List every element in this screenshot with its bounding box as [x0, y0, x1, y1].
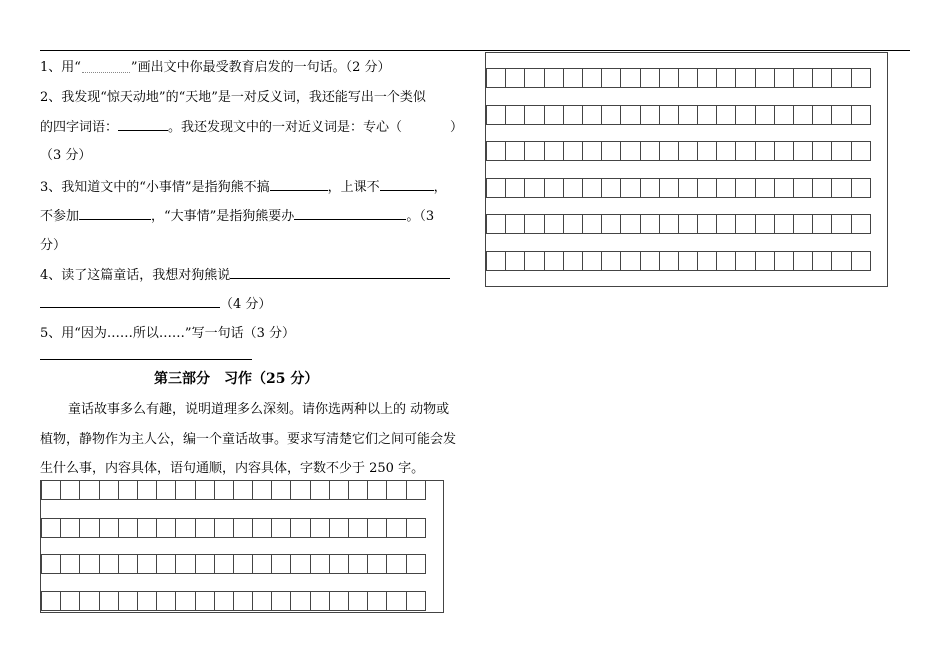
grid-row: [486, 105, 870, 125]
grid-cell[interactable]: [831, 105, 851, 125]
grid-cell[interactable]: [137, 554, 157, 574]
grid-cell[interactable]: [563, 178, 583, 198]
grid-cell[interactable]: [678, 178, 698, 198]
grid-cell[interactable]: [271, 518, 291, 538]
grid-cell[interactable]: [233, 591, 253, 611]
wavy-underline-sample: [82, 62, 130, 73]
grid-cell[interactable]: [486, 105, 506, 125]
grid-cell[interactable]: [812, 251, 832, 271]
grid-cell[interactable]: [290, 518, 310, 538]
grid-cell[interactable]: [640, 214, 660, 234]
grid-cell[interactable]: [41, 518, 61, 538]
grid-cell[interactable]: [659, 141, 679, 161]
grid-cell[interactable]: [195, 480, 215, 500]
grid-cell[interactable]: [156, 518, 176, 538]
grid-cell[interactable]: [329, 480, 349, 500]
grid-row: [486, 68, 870, 88]
grid-cell[interactable]: [640, 68, 660, 88]
grid-cell[interactable]: [79, 480, 99, 500]
grid-cell[interactable]: [290, 554, 310, 574]
grid-cell[interactable]: [793, 178, 813, 198]
grid-cell[interactable]: [60, 480, 80, 500]
grid-cell[interactable]: [563, 214, 583, 234]
grid-cell[interactable]: [214, 518, 234, 538]
grid-cell[interactable]: [156, 591, 176, 611]
grid-cell[interactable]: [755, 68, 775, 88]
grid-cell[interactable]: [406, 518, 426, 538]
grid-cell[interactable]: [640, 141, 660, 161]
grid-cell[interactable]: [697, 251, 717, 271]
grid-cell[interactable]: [582, 251, 602, 271]
grid-cell[interactable]: [99, 554, 119, 574]
grid-cell[interactable]: [118, 554, 138, 574]
grid-row: [41, 591, 425, 611]
grid-cell[interactable]: [735, 141, 755, 161]
grid-row: [41, 480, 425, 500]
grid-cell[interactable]: [505, 68, 525, 88]
grid-cell[interactable]: [544, 105, 564, 125]
grid-cell[interactable]: [620, 105, 640, 125]
grid-cell[interactable]: [310, 591, 330, 611]
grid-cell[interactable]: [348, 591, 368, 611]
grid-cell[interactable]: [544, 178, 564, 198]
grid-cell[interactable]: [582, 141, 602, 161]
grid-cell[interactable]: [99, 480, 119, 500]
grid-cell[interactable]: [851, 251, 871, 271]
grid-cell[interactable]: [271, 554, 291, 574]
question-3-line-3: 分）: [40, 238, 67, 253]
grid-cell[interactable]: [582, 178, 602, 198]
grid-cell[interactable]: [716, 68, 736, 88]
grid-cell[interactable]: [524, 105, 544, 125]
grid-cell[interactable]: [678, 251, 698, 271]
grid-cell[interactable]: [601, 178, 621, 198]
grid-row: [486, 251, 870, 271]
grid-cell[interactable]: [812, 141, 832, 161]
grid-cell[interactable]: [271, 480, 291, 500]
grid-cell[interactable]: [716, 141, 736, 161]
grid-cell[interactable]: [175, 554, 195, 574]
q3-text-a: 3、我知道文中的“小事情”是指狗熊不搞: [40, 180, 270, 195]
grid-cell[interactable]: [505, 105, 525, 125]
grid-cell[interactable]: [118, 591, 138, 611]
grid-cell[interactable]: [851, 68, 871, 88]
grid-cell[interactable]: [348, 518, 368, 538]
grid-cell[interactable]: [99, 591, 119, 611]
grid-cell[interactable]: [486, 141, 506, 161]
grid-cell[interactable]: [386, 554, 406, 574]
grid-cell[interactable]: [406, 554, 426, 574]
grid-cell[interactable]: [755, 141, 775, 161]
grid-cell[interactable]: [348, 554, 368, 574]
grid-cell[interactable]: [524, 251, 544, 271]
question-3-line-1: [40, 177, 447, 198]
grid-cell[interactable]: [348, 480, 368, 500]
grid-cell[interactable]: [79, 554, 99, 574]
grid-cell[interactable]: [793, 68, 813, 88]
grid-cell[interactable]: [793, 141, 813, 161]
grid-cell[interactable]: [524, 178, 544, 198]
grid-cell[interactable]: [678, 105, 698, 125]
grid-cell[interactable]: [175, 591, 195, 611]
grid-cell[interactable]: [812, 214, 832, 234]
grid-cell[interactable]: [214, 591, 234, 611]
q3-text-e: ，“大事情”是指狗熊要办: [151, 209, 295, 224]
grid-cell[interactable]: [582, 214, 602, 234]
grid-cell[interactable]: [505, 178, 525, 198]
grid-cell[interactable]: [505, 214, 525, 234]
grid-cell[interactable]: [175, 518, 195, 538]
grid-cell[interactable]: [678, 141, 698, 161]
grid-cell[interactable]: [678, 214, 698, 234]
grid-cell[interactable]: [659, 251, 679, 271]
grid-cell[interactable]: [60, 554, 80, 574]
grid-cell[interactable]: [486, 214, 506, 234]
grid-cell[interactable]: [601, 141, 621, 161]
grid-row: [41, 518, 425, 538]
grid-cell[interactable]: [697, 141, 717, 161]
grid-cell[interactable]: [563, 251, 583, 271]
q2-text-a: 的四字词语：: [40, 120, 119, 135]
grid-cell[interactable]: [60, 518, 80, 538]
grid-cell[interactable]: [563, 105, 583, 125]
grid-cell[interactable]: [233, 480, 253, 500]
grid-cell[interactable]: [582, 68, 602, 88]
grid-cell[interactable]: [563, 68, 583, 88]
grid-cell[interactable]: [406, 480, 426, 500]
q3-text-c: ，: [433, 180, 447, 195]
question-5-line-1: 5、用“因为……所以……”写一句话（3 分）: [40, 326, 295, 341]
q1-text-a: 1、用“: [40, 60, 81, 75]
grid-cell[interactable]: [697, 105, 717, 125]
top-rule: [40, 50, 910, 51]
grid-cell[interactable]: [367, 591, 387, 611]
grid-cell[interactable]: [367, 518, 387, 538]
grid-cell[interactable]: [851, 105, 871, 125]
grid-cell[interactable]: [774, 251, 794, 271]
grid-cell[interactable]: [716, 214, 736, 234]
grid-cell[interactable]: [195, 591, 215, 611]
grid-cell[interactable]: [640, 178, 660, 198]
grid-cell[interactable]: [329, 518, 349, 538]
answer-blank[interactable]: [294, 206, 406, 220]
grid-cell[interactable]: [79, 518, 99, 538]
grid-cell[interactable]: [406, 591, 426, 611]
grid-row: [486, 214, 870, 234]
grid-cell[interactable]: [659, 178, 679, 198]
grid-cell[interactable]: [659, 214, 679, 234]
grid-cell[interactable]: [505, 251, 525, 271]
grid-cell[interactable]: [774, 105, 794, 125]
grid-cell[interactable]: [812, 105, 832, 125]
section-3-para-line-2: 植物，静物作为主人公，编一个童话故事。要求写清楚它们之间可能会发: [40, 432, 457, 447]
grid-cell[interactable]: [544, 141, 564, 161]
grid-cell[interactable]: [640, 105, 660, 125]
grid-cell[interactable]: [697, 214, 717, 234]
grid-cell[interactable]: [831, 141, 851, 161]
grid-row: [486, 141, 870, 161]
q4-text-a: 4、读了这篇童话，我想对狗熊说: [40, 268, 231, 283]
grid-cell[interactable]: [99, 518, 119, 538]
grid-cell[interactable]: [755, 251, 775, 271]
grid-cell[interactable]: [831, 68, 851, 88]
grid-cell[interactable]: [329, 554, 349, 574]
grid-cell[interactable]: [601, 214, 621, 234]
grid-cell[interactable]: [774, 68, 794, 88]
question-2-line-2: [40, 117, 463, 138]
grid-cell[interactable]: [486, 178, 506, 198]
answer-line[interactable]: [40, 359, 252, 360]
question-4-line-2: [40, 294, 271, 315]
grid-cell[interactable]: [755, 214, 775, 234]
grid-cell[interactable]: [137, 518, 157, 538]
grid-cell[interactable]: [271, 591, 291, 611]
grid-cell[interactable]: [386, 518, 406, 538]
q3-text-d: 不参加: [40, 209, 80, 224]
grid-cell[interactable]: [233, 554, 253, 574]
grid-row: [486, 178, 870, 198]
grid-cell[interactable]: [620, 214, 640, 234]
grid-cell[interactable]: [774, 178, 794, 198]
grid-cell[interactable]: [831, 214, 851, 234]
grid-cell[interactable]: [697, 178, 717, 198]
grid-cell[interactable]: [195, 554, 215, 574]
grid-row: [41, 554, 425, 574]
grid-cell[interactable]: [793, 214, 813, 234]
question-2-line-3: （3 分）: [40, 148, 92, 163]
grid-cell[interactable]: [812, 68, 832, 88]
grid-cell[interactable]: [544, 251, 564, 271]
answer-blank[interactable]: [270, 177, 328, 191]
grid-cell[interactable]: [214, 554, 234, 574]
grid-cell[interactable]: [524, 214, 544, 234]
q2-text-b: 。我还发现文中的一对近义词是：专心（: [168, 120, 403, 135]
grid-cell[interactable]: [716, 178, 736, 198]
grid-cell[interactable]: [774, 214, 794, 234]
grid-cell[interactable]: [310, 518, 330, 538]
grid-cell[interactable]: [214, 480, 234, 500]
question-2-line-1: 2、我发现“惊天动地”的“天地”是一对反义词，我还能写出一个类似: [40, 90, 426, 105]
grid-cell[interactable]: [505, 141, 525, 161]
grid-cell[interactable]: [60, 591, 80, 611]
grid-cell[interactable]: [252, 591, 272, 611]
grid-cell[interactable]: [41, 591, 61, 611]
question-3-line-2: [40, 206, 434, 227]
grid-cell[interactable]: [156, 480, 176, 500]
grid-cell[interactable]: [310, 554, 330, 574]
section-3-para-line-1: 童话故事多么有趣，说明道理多么深刻。请你选两种以上的 动物或: [68, 402, 450, 417]
q3-text-b: ，上课不: [327, 180, 380, 195]
grid-cell[interactable]: [563, 141, 583, 161]
grid-cell[interactable]: [137, 480, 157, 500]
grid-cell[interactable]: [601, 105, 621, 125]
grid-cell[interactable]: [386, 591, 406, 611]
grid-cell[interactable]: [329, 591, 349, 611]
grid-cell[interactable]: [175, 480, 195, 500]
grid-cell[interactable]: [774, 141, 794, 161]
grid-cell[interactable]: [735, 178, 755, 198]
q2-text-c: ）: [450, 120, 464, 135]
grid-cell[interactable]: [118, 518, 138, 538]
grid-cell[interactable]: [41, 554, 61, 574]
grid-cell[interactable]: [620, 141, 640, 161]
grid-cell[interactable]: [386, 480, 406, 500]
grid-cell[interactable]: [601, 68, 621, 88]
grid-cell[interactable]: [233, 518, 253, 538]
grid-cell[interactable]: [252, 518, 272, 538]
grid-cell[interactable]: [118, 480, 138, 500]
grid-cell[interactable]: [544, 68, 564, 88]
q3-text-f: 。（3: [406, 209, 435, 224]
writing-grid-right[interactable]: [485, 52, 888, 287]
grid-cell[interactable]: [640, 251, 660, 271]
grid-cell[interactable]: [851, 141, 871, 161]
grid-cell[interactable]: [831, 251, 851, 271]
grid-cell[interactable]: [659, 105, 679, 125]
grid-cell[interactable]: [755, 178, 775, 198]
grid-cell[interactable]: [716, 251, 736, 271]
grid-cell[interactable]: [486, 251, 506, 271]
grid-cell[interactable]: [601, 251, 621, 271]
answer-blank[interactable]: [380, 177, 434, 191]
grid-cell[interactable]: [697, 68, 717, 88]
grid-cell[interactable]: [735, 251, 755, 271]
grid-cell[interactable]: [367, 554, 387, 574]
grid-cell[interactable]: [486, 68, 506, 88]
grid-cell[interactable]: [793, 105, 813, 125]
grid-cell[interactable]: [79, 591, 99, 611]
q1-text-b: ”画出文中你最受教育启发的一句话。（2 分）: [130, 60, 391, 75]
answer-blank[interactable]: [79, 206, 151, 220]
grid-cell[interactable]: [582, 105, 602, 125]
answer-blank[interactable]: [40, 294, 220, 308]
grid-cell[interactable]: [252, 554, 272, 574]
grid-cell[interactable]: [310, 480, 330, 500]
section-3-title: 第三部分 习作（25 分）: [154, 371, 319, 387]
grid-cell[interactable]: [367, 480, 387, 500]
grid-cell[interactable]: [851, 214, 871, 234]
grid-cell[interactable]: [659, 68, 679, 88]
section-3-para-line-3: 生什么事，内容具体，语句通顺，内容具体，字数不少于 250 字。: [40, 461, 425, 476]
grid-cell[interactable]: [831, 178, 851, 198]
grid-cell[interactable]: [524, 141, 544, 161]
writing-grid-left[interactable]: [40, 480, 444, 613]
grid-cell[interactable]: [290, 480, 310, 500]
grid-cell[interactable]: [524, 68, 544, 88]
grid-cell[interactable]: [851, 178, 871, 198]
answer-blank[interactable]: [230, 265, 450, 279]
grid-cell[interactable]: [620, 68, 640, 88]
grid-cell[interactable]: [735, 105, 755, 125]
grid-cell[interactable]: [620, 178, 640, 198]
question-1: [40, 58, 390, 78]
grid-cell[interactable]: [755, 105, 775, 125]
grid-cell[interactable]: [735, 68, 755, 88]
q4-text-b: （4 分）: [220, 297, 272, 312]
grid-cell[interactable]: [620, 251, 640, 271]
grid-cell[interactable]: [735, 214, 755, 234]
grid-cell[interactable]: [678, 68, 698, 88]
grid-cell[interactable]: [716, 105, 736, 125]
grid-cell[interactable]: [812, 178, 832, 198]
grid-cell[interactable]: [195, 518, 215, 538]
grid-cell[interactable]: [290, 591, 310, 611]
answer-blank[interactable]: [118, 117, 168, 131]
grid-cell[interactable]: [156, 554, 176, 574]
grid-cell[interactable]: [137, 591, 157, 611]
grid-cell[interactable]: [252, 480, 272, 500]
grid-cell[interactable]: [41, 480, 61, 500]
grid-cell[interactable]: [544, 214, 564, 234]
grid-cell[interactable]: [793, 251, 813, 271]
question-4-line-1: [40, 265, 450, 286]
